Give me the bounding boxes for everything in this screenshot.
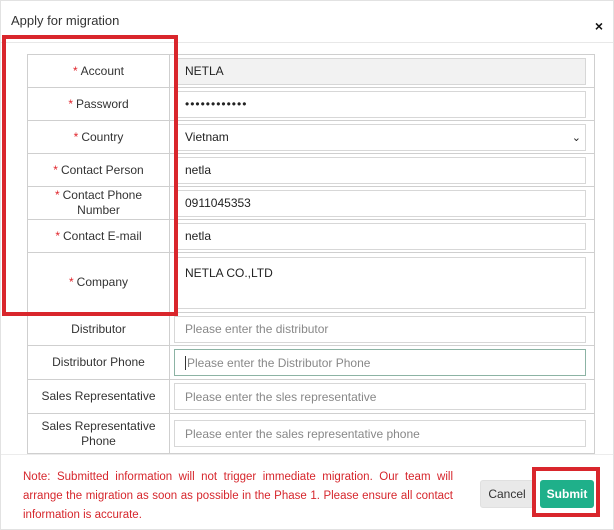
- cancel-button[interactable]: Cancel: [480, 480, 534, 508]
- contact-person-input[interactable]: netla: [174, 157, 586, 184]
- required-mark: *: [55, 228, 60, 243]
- form-row-contact-phone: [28, 187, 595, 220]
- form-row-distributor: [28, 313, 595, 346]
- form-row-password: [28, 88, 595, 121]
- sales-rep-phone-input[interactable]: Please enter the sales representative phone: [174, 420, 586, 447]
- contact-email-label: * Contact E-mail: [28, 220, 170, 253]
- contact-email-input[interactable]: netla: [174, 223, 586, 250]
- required-mark: *: [53, 162, 58, 177]
- password-label: * Password: [28, 88, 170, 121]
- submit-button[interactable]: Submit: [540, 480, 594, 508]
- form-row-company: [28, 253, 595, 313]
- sales-rep-label: Sales Representative: [28, 380, 170, 414]
- distributor-phone-label: Distributor Phone: [28, 346, 170, 380]
- form-row-contact-person: [28, 154, 595, 187]
- close-icon[interactable]: ×: [594, 18, 603, 34]
- dialog-title: Apply for migration: [11, 13, 120, 28]
- header-divider: [1, 42, 613, 43]
- contact-phone-input[interactable]: 0911045353: [174, 190, 586, 217]
- company-textarea[interactable]: NETLA CO.,LTD: [174, 257, 586, 309]
- company-label: * Company: [28, 253, 170, 313]
- contact-phone-label: * Contact Phone Number: [28, 187, 170, 220]
- dialog-header: [1, 1, 613, 41]
- password-input[interactable]: ••••••••••••: [174, 91, 586, 118]
- migration-form: [27, 54, 595, 454]
- required-mark: *: [73, 129, 79, 144]
- distributor-input[interactable]: Please enter the distributor: [174, 316, 586, 343]
- required-mark: *: [68, 96, 73, 111]
- country-select[interactable]: Vietnam ⌄: [174, 124, 586, 151]
- form-row-sales-rep: [28, 380, 595, 414]
- chevron-down-icon: ⌄: [571, 131, 581, 144]
- contact-person-label: * Contact Person: [28, 154, 170, 187]
- required-mark: *: [68, 275, 74, 289]
- migration-note: Note: Submitted information will not trigger immediate migration. Our team will arrange the migration as soon as possible in the Phase 1. Please ensure all contact information is accurate.: [23, 471, 453, 521]
- required-mark: *: [72, 63, 78, 78]
- text-cursor: [185, 356, 186, 370]
- form-row-account: [28, 55, 595, 88]
- form-row-distributor-phone: [28, 346, 595, 380]
- form-row-country: [28, 121, 595, 154]
- account-input[interactable]: NETLA: [174, 58, 586, 85]
- distributor-label: Distributor: [28, 313, 170, 346]
- sales-rep-phone-label: Sales Representative Phone: [28, 414, 170, 454]
- form-row-contact-email: [28, 220, 595, 253]
- country-label: * Country: [28, 121, 170, 154]
- required-mark: *: [54, 188, 60, 202]
- sales-rep-input[interactable]: Please enter the sles representative: [174, 383, 586, 410]
- footer-divider: [1, 454, 613, 455]
- account-label: * Account: [28, 55, 170, 88]
- form-row-sales-rep-phone: [28, 414, 595, 454]
- distributor-phone-input[interactable]: Please enter the Distributor Phone: [174, 349, 586, 376]
